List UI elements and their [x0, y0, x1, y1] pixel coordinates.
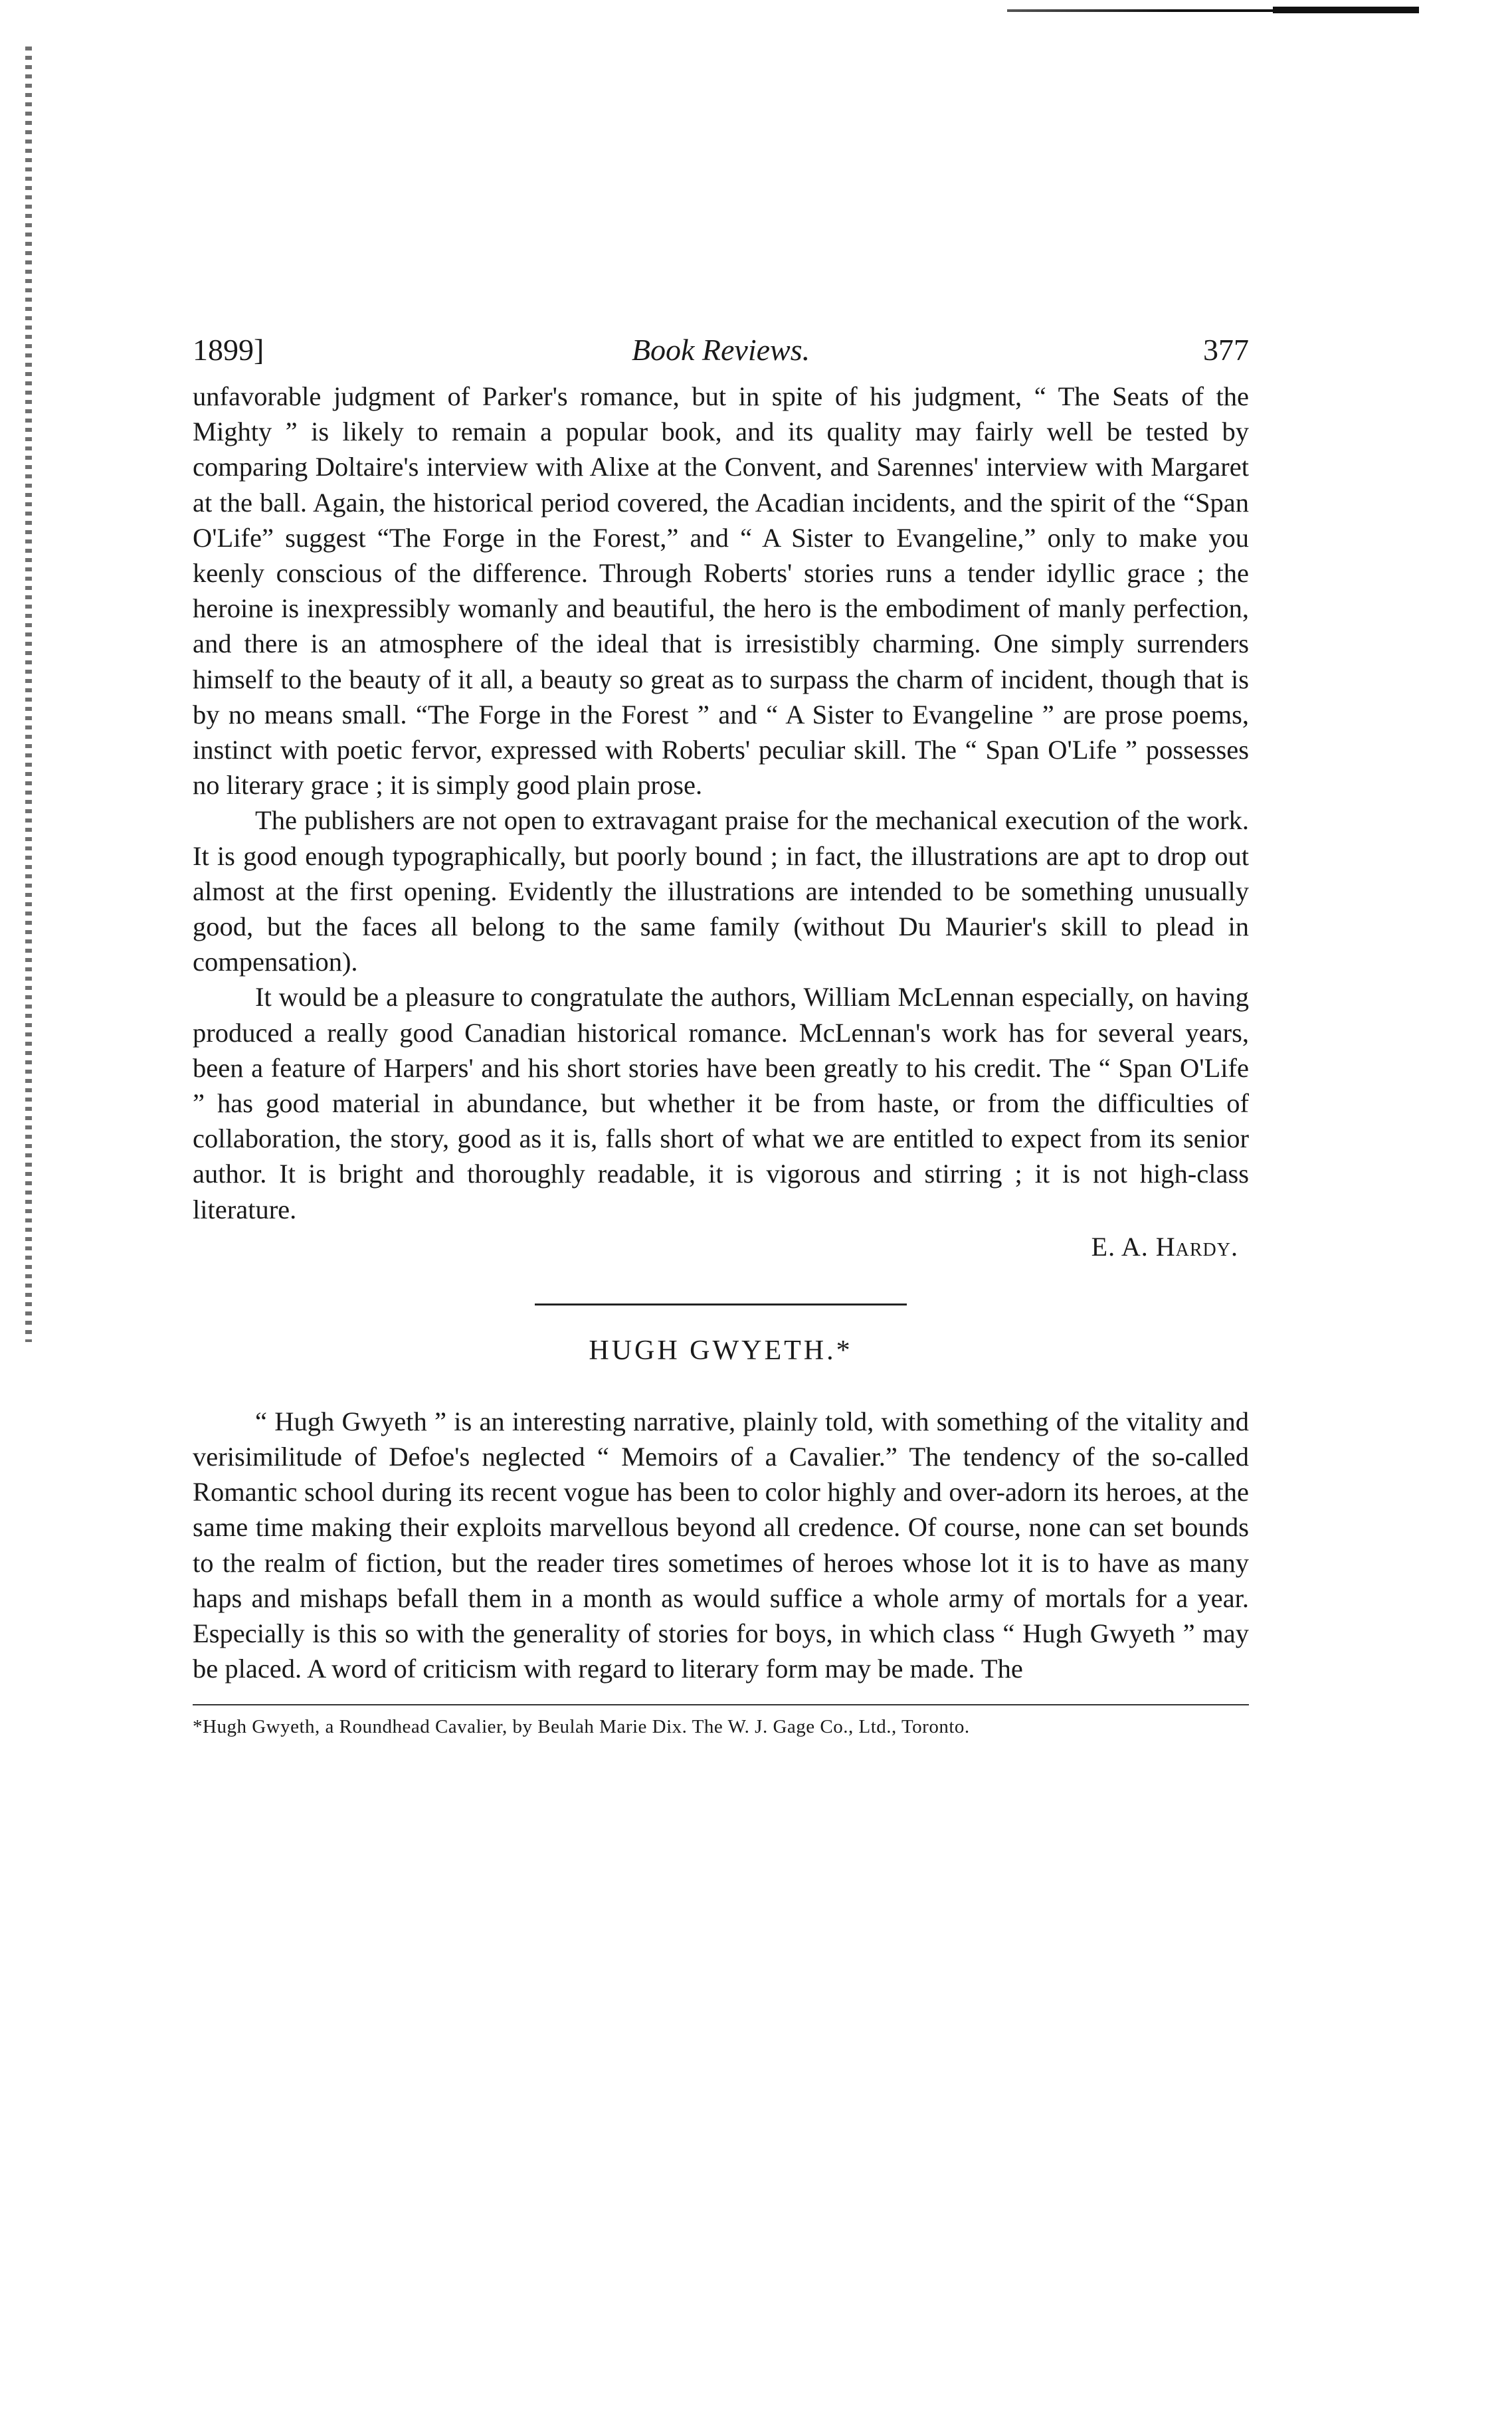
- paragraph: It would be a pleasure to congratulate the authors, William McLennan especially, on having produced a really good Canadian historical romance. McLennan's work has for several years, been a feature of Harpers' and his short stories have been greatly to his credit. The “ Span O'Life ” has good material in abundance, but whether it be from haste, or from the difficulties of collaboration, the story, good as it is, falls short of what we are entitled to expect from its senior author. It is bright and thoroughly readable, it is vigorous and stirring ; it is not high-class literature.: [193, 982, 1249, 1224]
- running-head-title: Book Reviews.: [631, 333, 810, 367]
- page-number: 377: [1203, 333, 1249, 367]
- section-title: HUGH GWYETH.*: [589, 1335, 853, 1366]
- reviewer-signature: E. A. Hardy.: [1091, 1231, 1238, 1262]
- paragraph: “ Hugh Gwyeth ” is an interesting narrative, plainly told, with something of the vitality and verisimilitude of Defoe's neglected “ Memoirs of a Cavalier.” The tendency of the so-called Romantic school during its recent vogue has been to color highly and over-adorn its heroes, at the same time making their exploits marvellous beyond all credence. Of course, none can set bounds to the realm of fiction, but the reader tires sometimes of heroes whose lot it is to have as many haps and mishaps befall them in a month as would suffice a whole army of mortals for a year. Especially is this so with the generality of stories for boys, in which class “ Hugh Gwyeth ” may be placed. A word of criticism with regard to literary form may be made. The: [193, 1406, 1249, 1684]
- footnote: *Hugh Gwyeth, a Roundhead Cavalier, by Beulah Marie Dix. The W. J. Gage Co., Ltd., Toronto.: [193, 1715, 970, 1737]
- page: [193, 332, 1249, 1739]
- running-head: [193, 332, 1249, 379]
- running-head-year: 1899]: [193, 333, 264, 367]
- review-span-olife: [193, 379, 1249, 1262]
- footnote-rule: [193, 1704, 1249, 1705]
- binding-edge: [25, 47, 32, 1342]
- paragraph: The publishers are not open to extravagant praise for the mechanical execution of the work. It is good enough typographically, but poorly bound ; in fact, the illustrations are apt to drop out almost at the first opening. Evidently the illustrations are intended to be something unusually good, but the faces all belong to the same family (without Du Maurier's skill to plead in compensation).: [193, 805, 1249, 977]
- section-divider: [535, 1303, 907, 1305]
- top-edge-rule: [1007, 9, 1419, 12]
- paragraph: unfavorable judgment of Parker's romance, but in spite of his judgment, “ The Seats of the Mighty ” is likely to remain a popular book, and its quality may fairly well be tested by comparing Doltaire's interview with Alixe at the Convent, and Sarennes' interview with Margaret at the ball. Again, the historical period covered, the Acadian incidents, and the spirit of the “Span O'Life” suggest “The Forge in the Forest,” and “ A Sister to Evangeline,” only to make you keenly conscious of the difference. Through Roberts' stories runs a tender idyllic grace ; the heroine is inexpressibly womanly and beautiful, the hero is the embodiment of manly perfection, and there is an atmosphere of the ideal that is irresistibly charming. One simply surrenders himself to the beauty of it all, a beauty so great as to surpass the charm of incident, though that is by no means small. “The Forge in the Forest ” and “ A Sister to Evangeline ” are prose poems, instinct with poetic fervor, expressed with Roberts' peculiar skill. The “ Span O'Life ” possesses no literary grace ; it is simply good plain prose.: [193, 381, 1249, 801]
- review-hugh-gwyeth: [193, 1404, 1249, 1687]
